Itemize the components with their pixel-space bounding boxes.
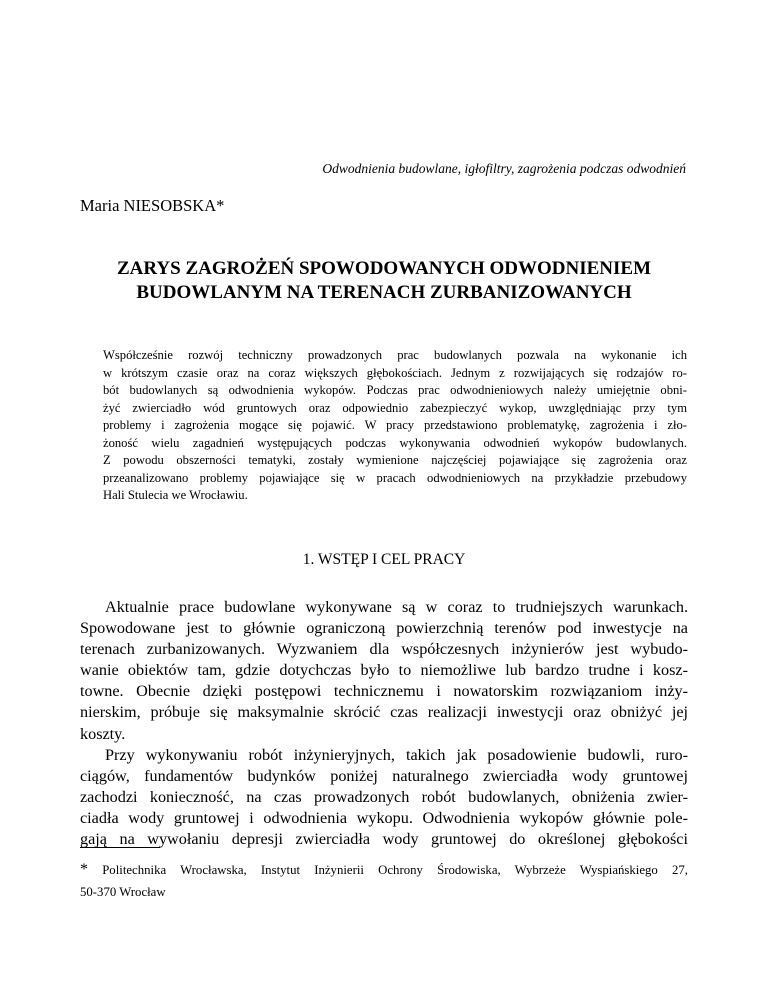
author-name: Maria NIESOBSKA* [80, 196, 225, 215]
body-line: ciadła wody gruntowej i odwodnienia wykopu. Odwodnienia wykopów głównie pole- [80, 808, 688, 827]
body-line: Spowodowane jest to głównie ograniczoną powierzchnią terenów pod inwestycje na [80, 619, 688, 638]
paper-title-line-1: ZARYS ZAGROŻEŃ SPOWODOWANYCH ODWODNIENIEM [116, 258, 652, 279]
body-line: nierskim, próbuje się maksymalnie skrócić czas realizacji inwestycji oraz obniżyć jej [80, 703, 688, 722]
section-heading: 1. WSTĘP I CEL PRACY [302, 551, 466, 568]
abstract-line: w krótszym czasie oraz na coraz większych głębokościach. Jednym z rozwijających się rodzajów ro- [103, 365, 687, 380]
keywords-header: Odwodnienia budowlane, igłofiltry, zagrożenia podczas odwodnień [322, 161, 686, 176]
body-line: towne. Obecnie dzięki postępowi technicznemu i nowatorskim rozwiązaniom inży- [80, 682, 688, 701]
body-line: gają na wywołaniu depresji zwierciadła wody gruntowej do określonej głębokości [80, 830, 688, 849]
abstract-line: żyć zwierciadło wód gruntowych oraz odpowiednio zabezpieczyć wykop, uwzględniając przy tym [103, 400, 687, 415]
paper-title [80, 257, 688, 305]
footnote-line-1 [80, 859, 688, 881]
abstract-line: żoność wielu zagadnień występujących podczas wykonywania odwodnień wykopów budowlanych. [103, 435, 687, 450]
footnote-line-2: 50-370 Wrocław [80, 885, 166, 899]
paper-title-line-2: BUDOWLANYM NA TERENACH ZURBANIZOWANYCH [136, 282, 632, 303]
footnote-mark: * [80, 861, 88, 878]
abstract-line: problemy i zagrożenia mogące się pojawić. W pracy przedstawiono problematykę, zagrożenia i zło- [103, 418, 687, 432]
body-line: ciągów, fundamentów budynków poniżej naturalnego zwierciadła wody gruntowej [80, 766, 688, 785]
body-line: terenach zurbanizowanych. Wyzwaniem dla współczesnych inżynierów jest wybudo- [80, 640, 688, 659]
body-line: koszty. [80, 724, 126, 743]
body-line: Aktualnie prace budowlane wykonywane są w coraz to trudniejszych warunkach. [105, 598, 688, 616]
abstract-line: Z powodu obszerności tematyki, zostały wymienione najczęściej pojawiające się zagrożenia oraz [103, 453, 687, 467]
abstract-line: bót budowlanych są odwodnienia wykopów. Podczas prac odwodnieniowych należy umiejętnie obni- [103, 383, 687, 397]
abstract-line: przeanalizowano problemy pojawiające się w pracach odwodnieniowych na przykładzie przebudowy [103, 470, 687, 485]
footnote-divider [80, 847, 160, 848]
body-text [80, 597, 688, 850]
body-line: wanie obiektów tam, gdzie dotychczas było to niemożliwe lub bardzo trudne i kosz- [80, 661, 688, 680]
abstract-line: Hali Stulecia we Wrocławiu. [103, 488, 248, 502]
footnote [80, 859, 688, 903]
abstract [103, 347, 687, 505]
abstract-line: Współcześnie rozwój techniczny prowadzonych prac budowlanych pozwala na wykonanie ich [103, 348, 687, 362]
footnote-affiliation: Politechnika Wrocławska, Instytut Inżynierii Ochrony Środowiska, Wybrzeże Wyspiańskiego 27, [102, 863, 688, 877]
body-line: zachodzi konieczność, na czas prowadzonych robót budowlanych, obniżenia zwier- [80, 787, 688, 806]
body-line: Przy wykonywaniu robót inżynieryjnych, takich jak posadowienie budowli, ruro- [105, 745, 688, 764]
